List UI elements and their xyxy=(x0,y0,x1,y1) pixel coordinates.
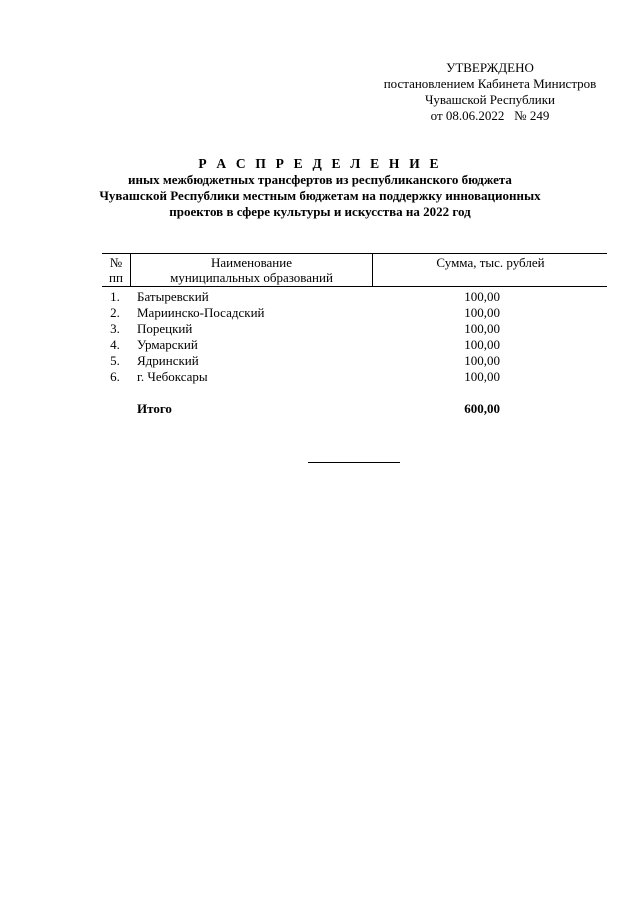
row-sum: 100,00 xyxy=(464,353,500,368)
title-line-2: Чувашской Республики местным бюджетам на поддержку инновационных xyxy=(99,188,541,203)
header-name-line1: Наименование xyxy=(211,255,292,270)
table-row xyxy=(102,321,607,337)
header-name xyxy=(130,254,373,286)
title-line-3: проектов в сфере культуры и искусства на 2022 год xyxy=(169,204,471,219)
total-row xyxy=(102,401,607,417)
row-number: 3. xyxy=(110,321,120,336)
document-title xyxy=(90,156,550,220)
row-number: 6. xyxy=(110,369,120,384)
total-sum: 600,00 xyxy=(464,401,500,416)
approval-block xyxy=(360,60,620,124)
total-label: Итого xyxy=(137,401,172,416)
row-municipality: Ядринский xyxy=(137,353,199,368)
row-municipality: Мариинско-Посадский xyxy=(137,305,265,320)
table-row xyxy=(102,369,607,385)
approval-title: УТВЕРЖДЕНО xyxy=(446,60,534,75)
table-row xyxy=(102,353,607,369)
row-number: 2. xyxy=(110,305,120,320)
table-row xyxy=(102,289,607,305)
row-municipality: Урмарский xyxy=(137,337,198,352)
title-heading: Р А С П Р Е Д Е Л Е Н И Е xyxy=(198,156,442,171)
row-sum: 100,00 xyxy=(464,289,500,304)
header-sum: Сумма, тыс. рублей xyxy=(436,255,545,270)
row-sum: 100,00 xyxy=(464,321,500,336)
approval-decree-line: постановлением Кабинета Министров xyxy=(383,76,597,91)
approval-date-line: от 08.06.2022 № 249 xyxy=(430,108,550,123)
header-number xyxy=(102,255,130,285)
row-number: 1. xyxy=(110,289,120,304)
row-sum: 100,00 xyxy=(464,337,500,352)
row-municipality: Порецкий xyxy=(137,321,193,336)
end-divider xyxy=(308,462,400,463)
row-municipality: г. Чебоксары xyxy=(137,369,208,384)
header-number-line2: пп xyxy=(109,270,123,285)
table-row xyxy=(102,337,607,353)
table-row xyxy=(102,305,607,321)
table-header xyxy=(102,253,607,287)
title-line-1: иных межбюджетных трансфертов из республиканского бюджета xyxy=(128,172,512,187)
distribution-table xyxy=(102,253,607,417)
header-number-line1: № xyxy=(109,255,123,270)
header-name-line2: муниципальных образований xyxy=(170,270,333,285)
row-number: 4. xyxy=(110,337,120,352)
row-number: 5. xyxy=(110,353,120,368)
approval-republic-line: Чувашской Республики xyxy=(424,92,556,107)
row-sum: 100,00 xyxy=(464,369,500,384)
row-municipality: Батыревский xyxy=(137,289,209,304)
table-body xyxy=(102,289,607,417)
row-sum: 100,00 xyxy=(464,305,500,320)
